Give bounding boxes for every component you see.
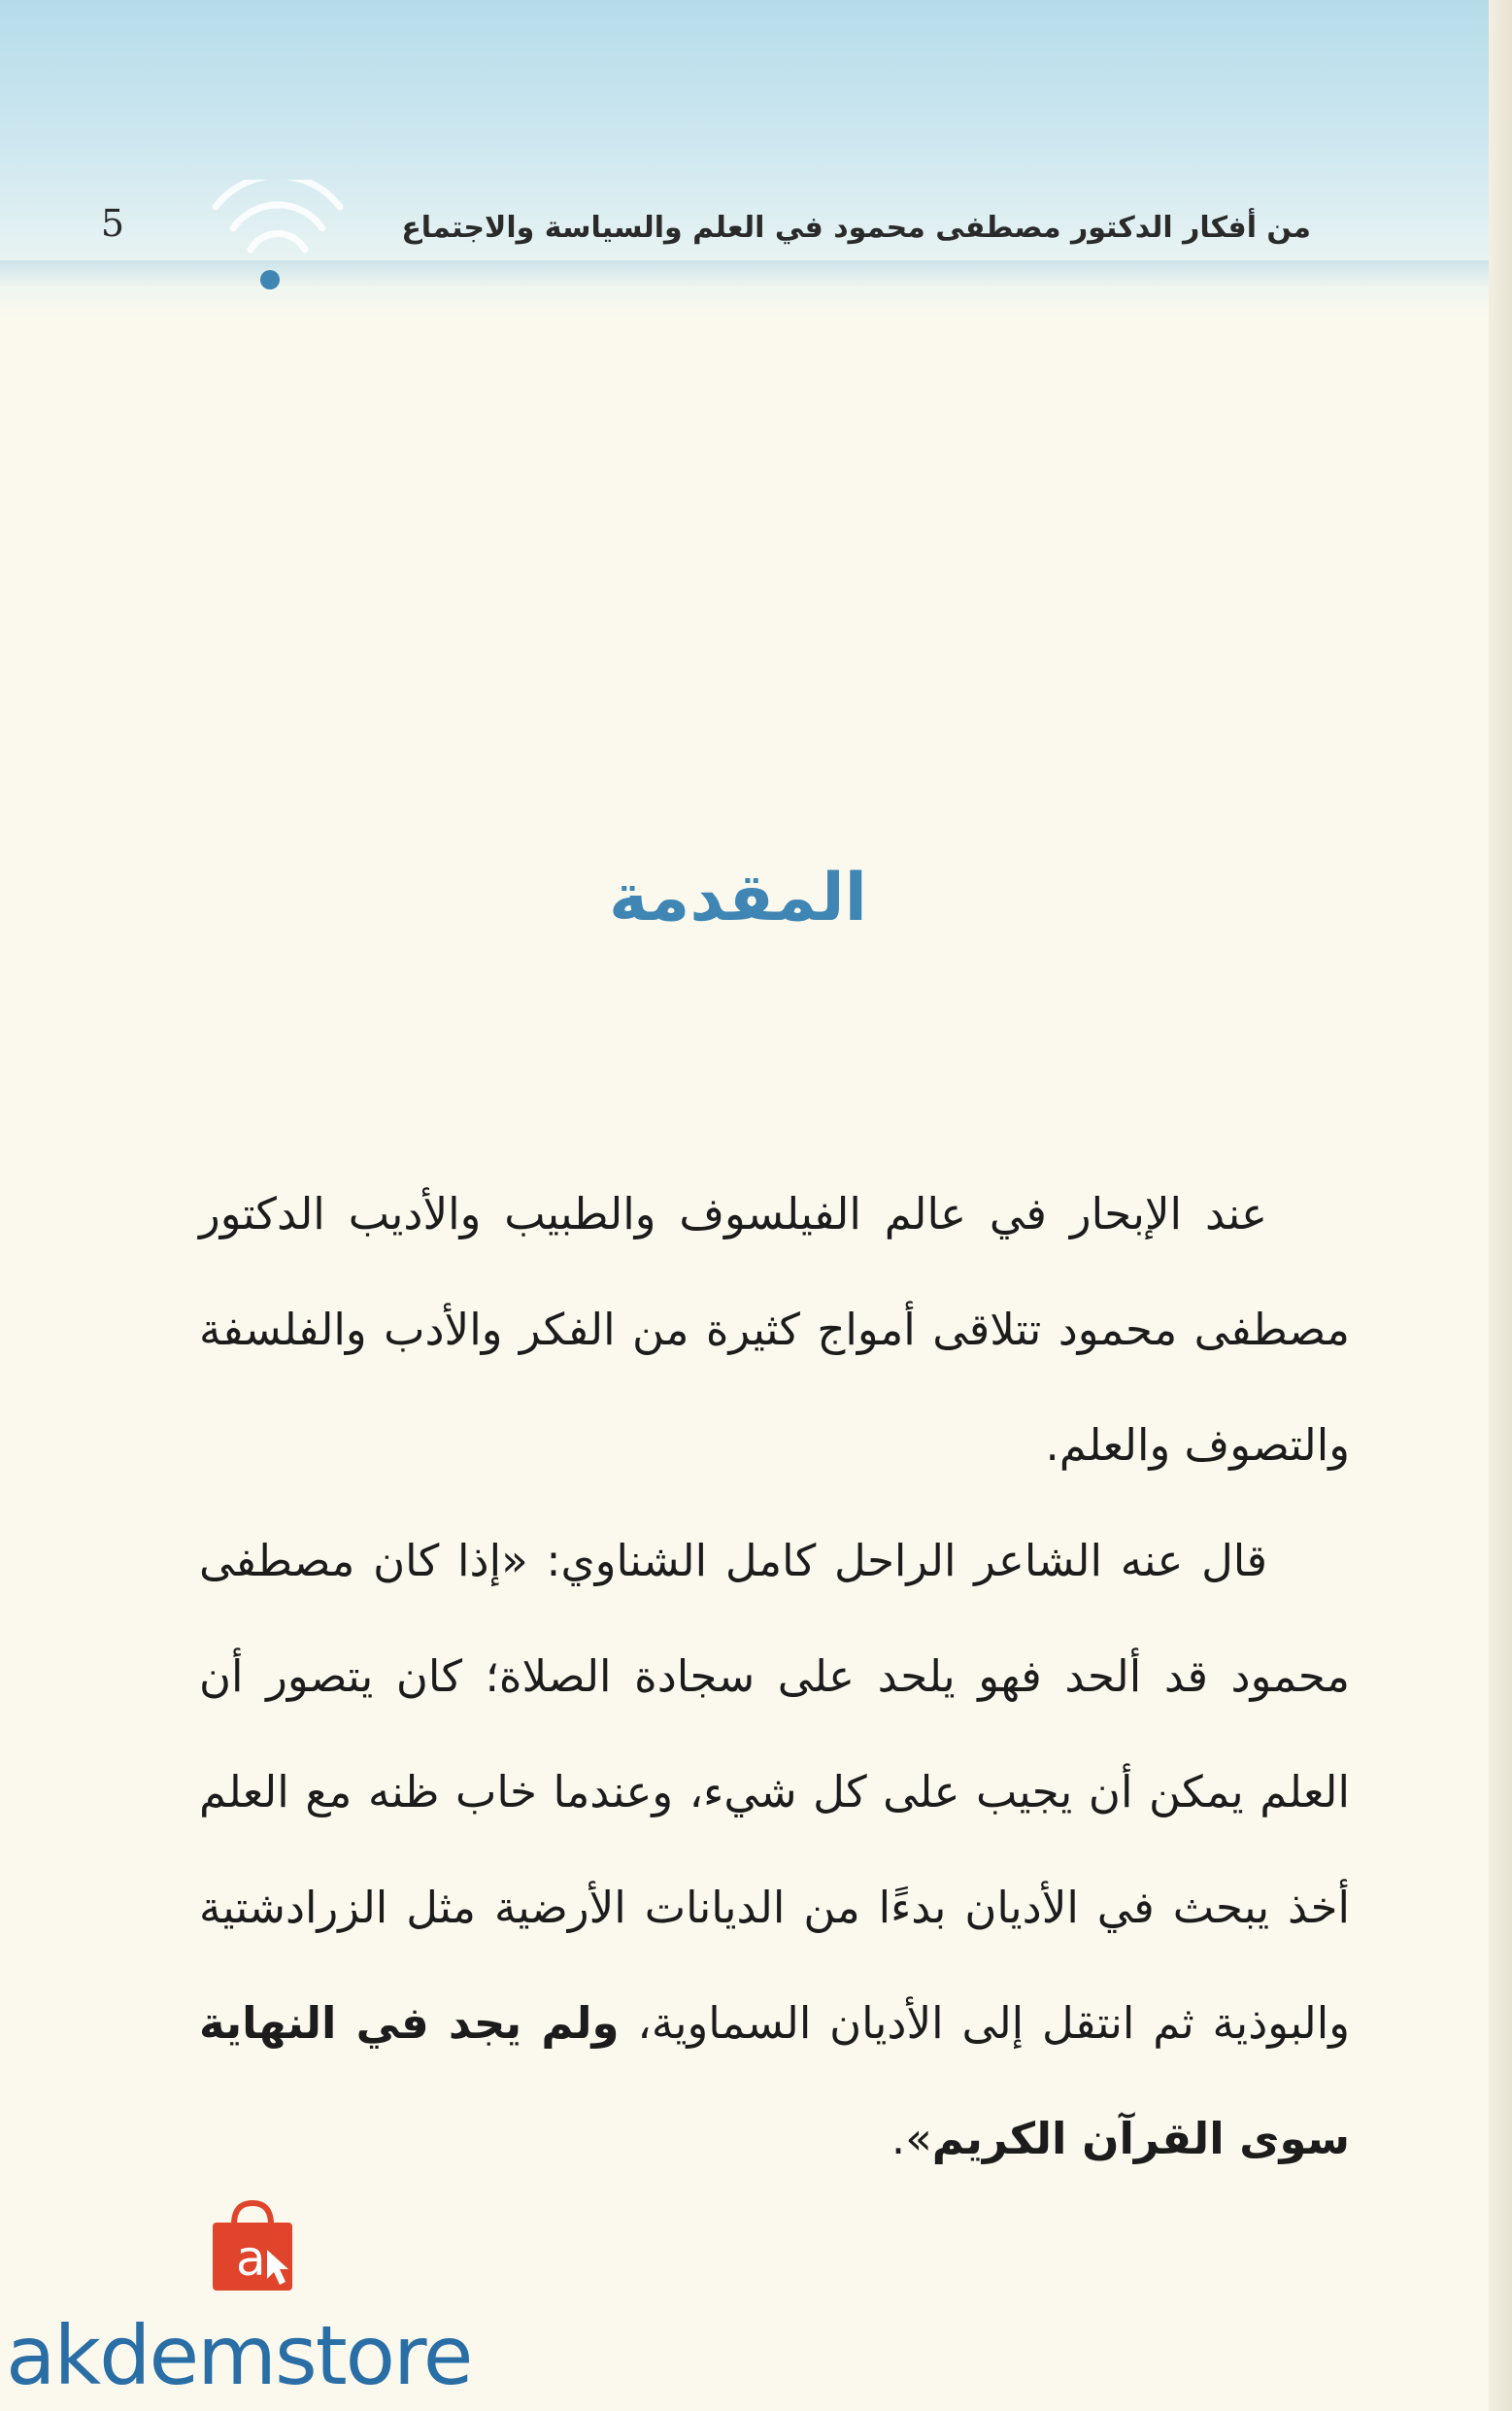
running-header-title: من أفكار الدكتور مصطفى محمود في العلم والسياسة والاجتماع — [401, 211, 1311, 245]
signal-ornament-icon — [194, 180, 350, 296]
watermark-brand: akdemstore — [6, 2308, 472, 2403]
body-text — [199, 1156, 1350, 2224]
paragraph-intro: عند الإبحار في عالم الفيلسوف والطبيب والأديب الدكتور مصطفى محمود تتلاقى أمواج كثيرة من الفكر والأدب والفلسفة والتصوف والعلم. — [199, 1188, 1350, 1471]
paragraph-quote — [199, 1503, 1350, 2196]
quote-emphasis: ولم يجد في النهاية سوى القرآن الكريم — [199, 1997, 1350, 2164]
watermark-icon-letter: a — [236, 2230, 266, 2287]
shopping-bag-cursor-icon — [199, 2195, 306, 2302]
page-edge-shadow — [1489, 0, 1512, 2411]
quote-close: ». — [890, 2113, 932, 2164]
watermark — [0, 2195, 544, 2411]
page-number: 5 — [100, 202, 125, 245]
chapter-title: المقدمة — [609, 860, 867, 936]
quote-text: قال عنه الشاعر الراحل كامل الشناوي: «إذا كان مصطفى محمود قد ألحد فهو يلحد على سجادة الصلاة؛ كان يتصور أن العلم يمكن أن يجيب على كل شيء، وعندما خاب ظنه مع العلم أخذ يبحث في الأديان بدءًا من الديانات الأرضية مثل الزرادشتية والبوذية ثم انتقل إلى الأديان السماوية، — [199, 1535, 1350, 2049]
